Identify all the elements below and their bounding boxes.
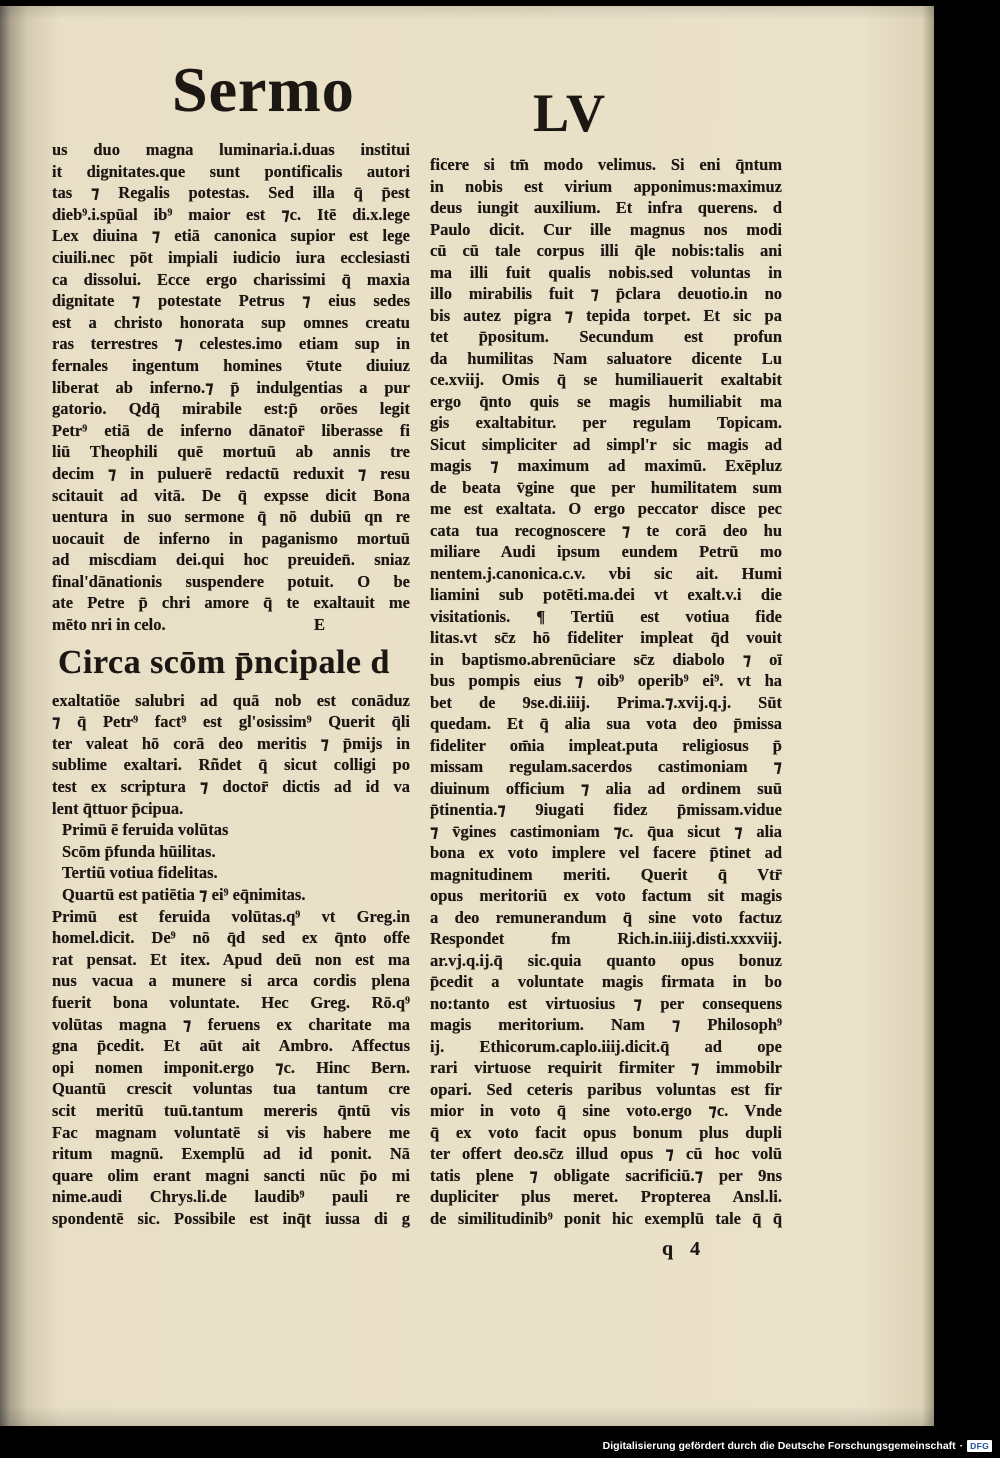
signature-mark: q 4 — [662, 1238, 707, 1260]
footer-credit-text: Digitalisierung gefördert durch die Deutsche Forschungsgemeinschaft — [602, 1440, 956, 1452]
text-line: litas.vt sc̄z hō fideliter impleat q̄d vouit — [430, 628, 782, 647]
text-line: gatorio. Qdq̄ mirabile est:p̄ orōes legit — [52, 399, 410, 419]
text-line: gis exaltabitur. per regulam Topicam. — [430, 413, 782, 432]
text-line: opus meritoriū ex voto factum sit magis — [430, 886, 782, 905]
text-line: mior in voto q̄ sine voto.ergo ⁊c. Vnde — [430, 1101, 782, 1120]
text-line: ficere si tm̄ modo velimus. Si eni q̄ntum — [430, 155, 782, 174]
text-line: rat pensat. Et itex. Apud deū non est ma — [52, 949, 410, 969]
text-line: nus vacua a munere si arca cordis plena — [52, 971, 410, 991]
section-heading: Circa scōm p̄ncipale d — [58, 643, 390, 681]
text-line: ate Petre p̄ chri amore q̄ te exaltauit me — [52, 593, 410, 613]
text-line: no:tanto est virtuosius ⁊ per consequens — [430, 993, 782, 1013]
text-line: bis autez pigra ⁊ tepida torpet. Et sic pa — [430, 305, 782, 325]
text-line: homel.dicit. De⁹ nō q̄d sed ex q̄nto offe — [52, 928, 410, 948]
text-line: rari virtuose requirit firmiter ⁊ immobilr — [430, 1058, 782, 1077]
text-line: opi nomen imponit.ergo ⁊c. Hinc Bern. — [52, 1057, 410, 1077]
text-line: Lex diuina ⁊ etiā canonica supior est lege — [52, 226, 410, 246]
text-line: in baptismo.abrenūciare sc̄z diabolo ⁊ oī — [430, 649, 782, 669]
text-line: cata tua recognoscere ⁊ te corā deo hu — [430, 520, 782, 540]
text-line: bet de 9se.di.iiij. Prima.⁊.xvij.q.j. Sūt — [430, 692, 782, 712]
text-line: de similitudinib⁹ ponit hic exemplū tale q̄ q̄ — [430, 1208, 782, 1228]
text-line: ce.xviij. Omis q̄ se humiliauerit exaltabit — [430, 370, 782, 389]
text-line: deus iungit auxilium. Et infra querens. d — [430, 198, 782, 217]
text-line: tatis plene ⁊ obligate sacrificiū.⁊ per 9ns — [430, 1165, 782, 1185]
running-title: Sermo — [172, 54, 355, 125]
text-line: nime.audi Chrys.li.de laudib⁹ pauli re — [52, 1187, 410, 1207]
text-line: liamini sub potēti.ma.dei vt exalt.v.i die — [430, 585, 782, 604]
text-line: volūtas magna ⁊ feruens ex charitate ma — [52, 1014, 410, 1034]
text-line: Paulo dicit. Cur ille magnus nos modi — [430, 219, 782, 239]
text-line: magis ⁊ maximum ad maximū. Exēpluz — [430, 456, 782, 475]
text-line: tet p̄positum. Secundum est profun — [430, 327, 782, 346]
text-line: ter offert deo.sc̄z illud opus ⁊ cū hoc volū — [430, 1144, 782, 1163]
text-line: ⁊ q̄ Petr⁹ fact⁹ est gl'osissim⁹ Querit q̄li — [52, 712, 410, 732]
text-line: uentura in suo sermone q̄ nō dubiū qn re — [52, 507, 410, 527]
dfg-logo: DFG — [967, 1440, 992, 1452]
text-line: ter valeat hō corā deo meritis ⁊ p̄mijs in — [52, 733, 410, 753]
text-line: fernales ingentum homines v̄tute diuiuz — [52, 355, 410, 375]
list-item: Tertiū votiua fidelitas. — [62, 863, 218, 883]
book-page — [0, 6, 934, 1426]
right-column — [430, 154, 782, 1229]
text-line: us duo magna luminaria.i.duas institui — [52, 140, 410, 159]
text-line: me est exaltata. O ergo peccator disce pec — [430, 499, 782, 518]
paragraph-end-line — [52, 614, 410, 636]
text-line: it dignitates.que sunt pontificalis autori — [52, 161, 410, 181]
text-line: p̄cedit a voluntate magis firmata in bo — [430, 972, 782, 991]
text-line: ma illi fuit qualis nobis.sed voluntas in — [430, 262, 782, 282]
text-line: test ex scriptura ⁊ doctor̄ dictis ad id va — [52, 777, 410, 797]
text-line: tas ⁊ Regalis potestas. Sed illa q̄ p̄est — [52, 183, 410, 203]
text-line: Petr⁹ etiā de inferno dānator̄ liberasse fi — [52, 420, 410, 440]
text-line: decim ⁊ in puluerē redactū reduxit ⁊ resu — [52, 463, 410, 483]
text-line: lent q̄ttuor p̄cipua. — [52, 798, 184, 818]
text-line: Primū est feruida volūtas.q⁹ vt Greg.in — [52, 906, 410, 926]
text-line: Respondet fm Rich.in.iiij.disti.xxxviij. — [430, 929, 782, 948]
text-line: exaltatiōe salubri ad quā nob est conāduz — [52, 690, 410, 710]
text-line: cū cū tale corpus illi q̄le nobis:talis ani — [430, 241, 782, 260]
text-line: magis meritorium. Nam ⁊ Philosoph⁹ — [430, 1015, 782, 1034]
text-line: da humilitas Nam saluatore dicente Lu — [430, 348, 782, 368]
text-line: sublime exaltari. Rñdet q̄ sicut colligi po — [52, 755, 410, 775]
text-line: ritum magnū. Exemplū ad id ponit. Nā — [52, 1144, 410, 1164]
text-line: spondentē sic. Possibile est inq̄t iussa di g — [52, 1208, 410, 1228]
text-line: p̄tinentia.⁊ 9iugati fidez p̄missam.vidue — [430, 800, 782, 819]
text-line: quedam. Et q̄ alia sua vota deo p̄missa — [430, 714, 782, 733]
text-line: ⁊ v̄gines castimoniam ⁊c. q̄ua sicut ⁊ alia — [430, 821, 782, 841]
text-line: ras terrestres ⁊ celestes.imo etiam sup in — [52, 334, 410, 354]
text-line: bona ex voto implere vel facere p̄tinet ad — [430, 843, 782, 862]
text-line: ad miscdiam dei.qui hoc preuiden̄. sniaz — [52, 550, 410, 570]
text-line: uocauit de inferno in paganismo mortuū — [52, 528, 410, 548]
text-line: dupliciter plus meret. Propterea Ansl.li. — [430, 1187, 782, 1206]
folio-number: LV — [533, 83, 608, 143]
text-line: a deo remunerandum q̄ sine voto factuz — [430, 907, 782, 927]
text-line: liū Theophili quē mortuū ab annis tre — [52, 442, 410, 462]
text-line: in nobis est virium apponimus:maximuz — [430, 176, 782, 196]
text-line: est a christo honorata sup omnes creatu — [52, 312, 410, 332]
text-line: nentem.j.canonica.c.v. vbi sic ait. Humi — [430, 563, 782, 583]
text-line: ciuili.nec pōt impiali iudicio iura ecclesiasti — [52, 247, 410, 267]
footer-credit — [603, 1438, 992, 1454]
text-line: fideliter om̄ia impleat.puta religiosus p̄ — [430, 735, 782, 755]
list-item: Primū ē feruida volūtas — [62, 820, 229, 840]
text-line: liberat ab inferno.⁊ p̄ indulgentias a pur — [52, 377, 410, 397]
text-line: dieb⁹.i.spūal ib⁹ maior est ⁊c. Itē di.x.lege — [52, 204, 410, 224]
text-line: visitationis. ¶ Tertiū est votiua fide — [430, 606, 782, 626]
text-line: illo mirabilis fuit ⁊ p̄clara deuotio.in no — [430, 284, 782, 303]
text-line: gna p̄cedit. Et aūt ait Ambro. Affectus — [52, 1036, 410, 1056]
list-item: Quartū est patiētia ⁊ ei⁹ eq̄nimitas. — [62, 885, 306, 904]
text-line: ar.vj.q.ij.q̄ sic.quia quanto opus bonuz — [430, 950, 782, 970]
text-line: de beata v̄gine que per humilitatem sum — [430, 477, 782, 497]
list-item: Scōm p̄funda hūilitas. — [62, 841, 216, 861]
paragraph-end-mark: E — [314, 615, 326, 635]
text-line: opari. Sed ceteris paribus voluntas est fir — [430, 1079, 782, 1099]
left-column — [52, 139, 410, 1230]
text-line: ergo q̄nto quis se magis humiliabit ma — [430, 391, 782, 411]
text-line: scitauit ad vitā. De q̄ expsse dicit Bona — [52, 485, 410, 505]
text-line: Sicut simpliciter ad simpl'r sic magis ad — [430, 434, 782, 454]
text-line: missam regulam.sacerdos castimoniam ⁊ — [430, 757, 782, 776]
text-line: final'dānationis suspendere potuit. O be — [52, 571, 410, 591]
text-line: ij. Ethicorum.caplo.iiij.dicit.q̄ ad ope — [430, 1036, 782, 1056]
text-line: dignitate ⁊ potestate Petrus ⁊ eius sedes — [52, 291, 410, 311]
text-line: quare olim erant magni sancti nūc p̄o mi — [52, 1165, 410, 1185]
text-line: magnitudinem meriti. Querit q̄ Vtr̄ — [430, 864, 782, 884]
text-line: fuerit bona voluntate. Hec Greg. Rō.q⁹ — [52, 992, 410, 1012]
text-line: miliare Audi ipsum eundem Petrū mo — [430, 542, 782, 561]
text-line: mēto nri in celo. — [52, 615, 166, 635]
text-line: Quantū crescit voluntas tua tantum cre — [52, 1079, 410, 1099]
text-line: q̄ ex voto facit opus bonum plus dupli — [430, 1122, 782, 1142]
text-line: bus pompis eius ⁊ oib⁹ operib⁹ ei⁹. vt ha — [430, 671, 782, 690]
text-line: Fac magnam voluntatē si vis habere me — [52, 1122, 410, 1142]
text-line: ca dissolui. Ecce ergo charissimi q̄ maxia — [52, 269, 410, 289]
text-line: scit meritū tuū.tantum mereris q̄ntū vis — [52, 1100, 410, 1120]
footer-separator: · — [959, 1440, 964, 1452]
text-line: diuinum officium ⁊ alia ad ordinem suū — [430, 778, 782, 798]
